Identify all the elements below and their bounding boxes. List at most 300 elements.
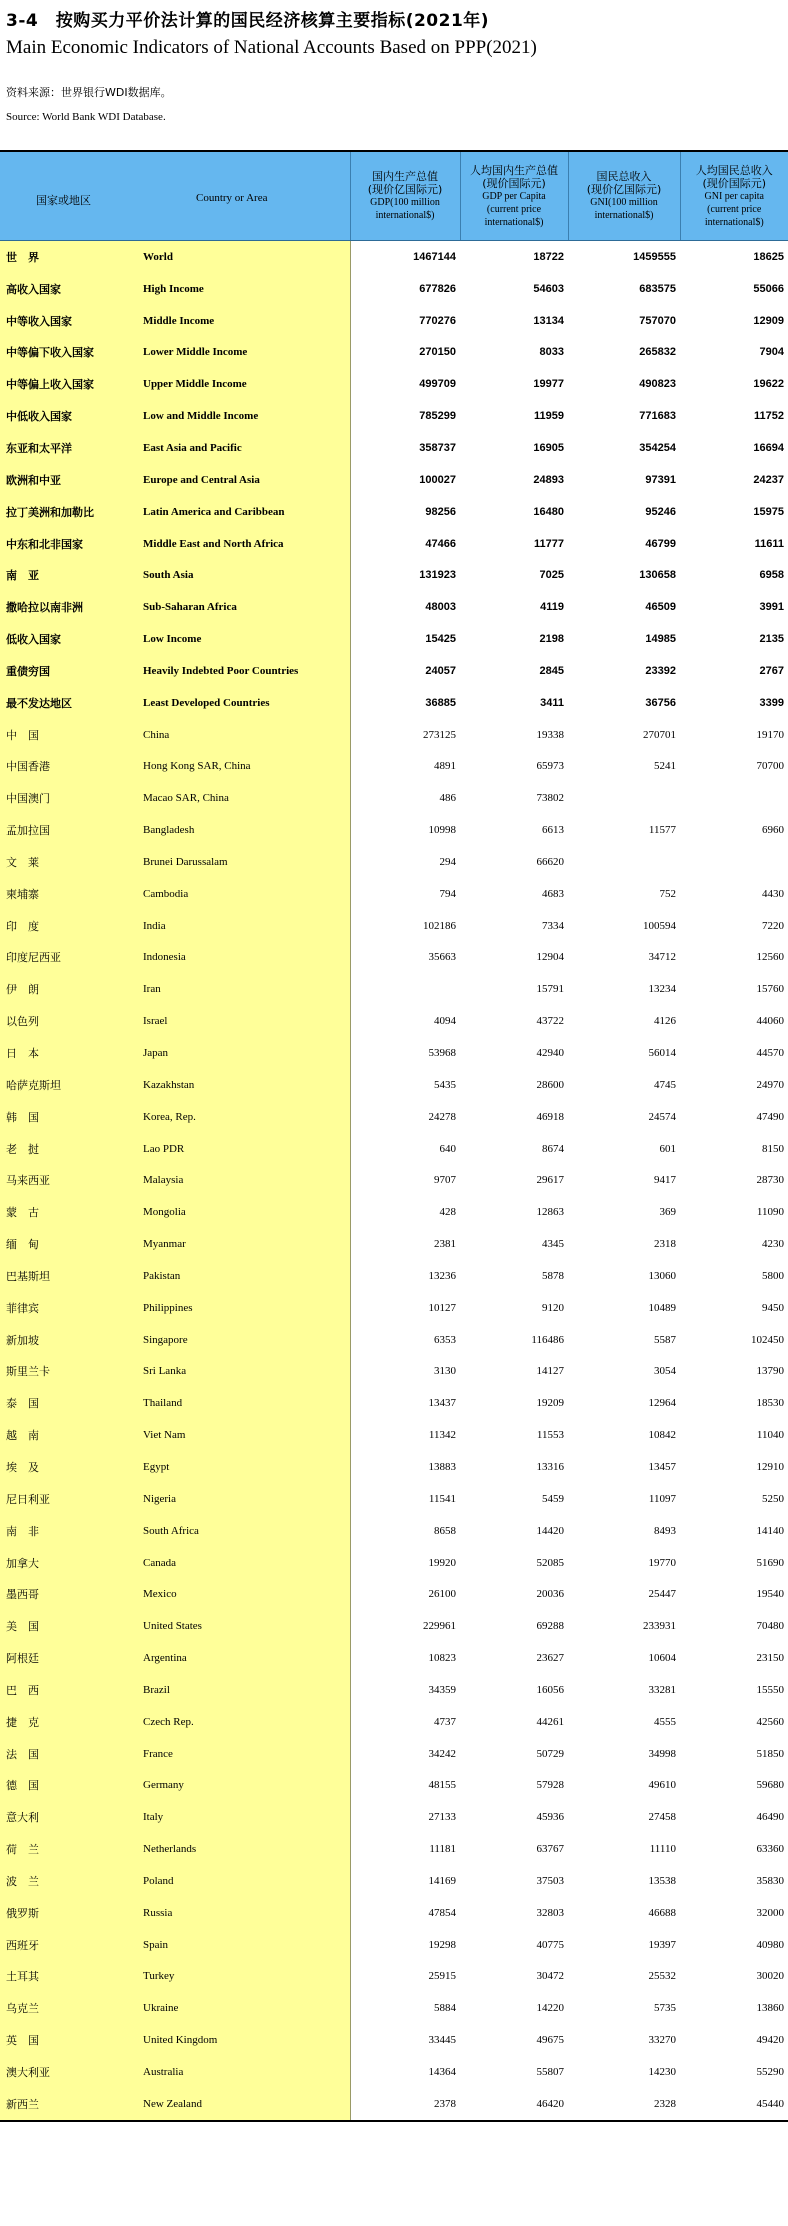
country-name-en: Indonesia: [143, 951, 186, 964]
gni-per-capita-value: 18625: [753, 250, 784, 263]
gni-per-capita-value: 44060: [756, 1015, 784, 1028]
gni-per-capita-value: 3399: [759, 696, 784, 709]
gdp-value: 34242: [428, 1747, 456, 1760]
country-name-en: Brazil: [143, 1683, 170, 1696]
gdp-value: 358737: [419, 441, 456, 454]
table-row: [0, 1610, 788, 1642]
gdp-value: 26100: [428, 1588, 456, 1601]
gni-per-capita-value: 8150: [762, 1142, 784, 1155]
gni-per-capita-value: 102450: [751, 1333, 784, 1346]
country-name-en: Latin America and Caribbean: [143, 505, 285, 518]
country-name-en: Upper Middle Income: [143, 378, 247, 391]
gni-per-capita-value: 23150: [756, 1652, 784, 1665]
country-name-cn: 巴基斯坦: [6, 1269, 50, 1283]
country-cell: [0, 273, 350, 305]
table-row: [0, 942, 788, 974]
country-cell: [0, 1483, 350, 1515]
gdp-per-capita-value: 42940: [536, 1047, 564, 1060]
gdp-value: 24278: [428, 1110, 456, 1123]
table-row: [0, 1547, 788, 1579]
header-gni-line: GNI(100 million: [590, 197, 658, 208]
gni-value: 13234: [648, 983, 676, 996]
gdp-value: 14364: [428, 2066, 456, 2079]
table-row: [0, 1738, 788, 1770]
country-name-en: Low Income: [143, 633, 202, 646]
country-cell: [0, 623, 350, 655]
table-row: [0, 464, 788, 496]
country-cell: [0, 559, 350, 591]
country-name-cn: 菲律宾: [6, 1301, 39, 1315]
country-name-en: Macao SAR, China: [143, 792, 229, 805]
table-row: [0, 782, 788, 814]
table-row: [0, 496, 788, 528]
table-row: [0, 1929, 788, 1961]
table-row: [0, 1897, 788, 1929]
country-name-en: Ukraine: [143, 2002, 179, 2015]
country-name-cn: 澳大利亚: [6, 2066, 50, 2080]
gni-per-capita-value: [680, 846, 788, 878]
gni-per-capita-value: 19540: [756, 1588, 784, 1601]
table-row: [0, 1706, 788, 1738]
country-name-cn: 墨西哥: [6, 1588, 39, 1602]
table-row: [0, 400, 788, 432]
page-title-cn: 3-4 按购买力平价法计算的国民经济核算主要指标(2021年): [6, 11, 490, 31]
country-name-cn: 中等偏上收入国家: [6, 378, 94, 392]
gdp-per-capita-value: 20036: [536, 1588, 564, 1601]
country-cell: [0, 878, 350, 910]
gni-value: 683575: [639, 282, 676, 295]
gni-value: 369: [659, 1206, 676, 1219]
gdp-per-capita-value: 65973: [536, 760, 564, 773]
country-name-cn: 中国香港: [6, 760, 50, 774]
gdp-per-capita-value: 66620: [536, 855, 564, 868]
country-cell: [0, 1037, 350, 1069]
gni-value: 2318: [654, 1238, 676, 1251]
table-row: [0, 305, 788, 337]
country-cell: [0, 1770, 350, 1802]
country-name-en: Europe and Central Asia: [143, 473, 260, 486]
country-name-cn: 拉丁美洲和加勒比: [6, 505, 94, 519]
country-name-cn: 日 本: [6, 1047, 39, 1061]
gni-value: 33270: [648, 2034, 676, 2047]
table-row: [0, 1515, 788, 1547]
country-name-en: Viet Nam: [143, 1429, 186, 1442]
table-row: [0, 1292, 788, 1324]
header-gdp: [350, 152, 460, 241]
gdp-per-capita-value: 16480: [533, 505, 564, 518]
gdp-per-capita-value: 14127: [536, 1365, 564, 1378]
gdp-value: 1467144: [413, 250, 456, 263]
country-cell: [0, 1674, 350, 1706]
gdp-value: 5435: [434, 1078, 456, 1091]
gdp-per-capita-value: 12904: [536, 951, 564, 964]
country-name-en: Sub-Saharan Africa: [143, 601, 237, 614]
gni-per-capita-value: 11040: [756, 1429, 784, 1442]
country-name-en: Singapore: [143, 1333, 188, 1346]
gdp-per-capita-value: 14220: [536, 2002, 564, 2015]
gdp-value: 8658: [434, 1524, 456, 1537]
gdp-per-capita-value: 11777: [534, 537, 564, 550]
gdp-value: 3130: [434, 1365, 456, 1378]
gni-per-capita-value: 28730: [756, 1174, 784, 1187]
gni-value: 27458: [648, 1811, 676, 1824]
gdp-per-capita-value: 49675: [536, 2034, 564, 2047]
country-name-cn: 中等收入国家: [6, 314, 72, 328]
gni-per-capita-value: 13790: [756, 1365, 784, 1378]
header-gdp-pc-line: (现价国际元): [482, 176, 546, 190]
gni-per-capita-value: 15760: [756, 983, 784, 996]
gdp-value: 11342: [428, 1429, 456, 1442]
gni-per-capita-value: 15550: [756, 1683, 784, 1696]
gni-per-capita-value: 12910: [756, 1460, 784, 1473]
header-gdp-pc-line: (current price: [486, 203, 542, 215]
gni-per-capita-value: 32000: [756, 1906, 784, 1919]
gni-value: 46688: [648, 1906, 676, 1919]
gdp-value: 770276: [419, 314, 456, 327]
country-name-cn: 法 国: [6, 1747, 39, 1761]
country-cell: [0, 1292, 350, 1324]
country-cell: [0, 496, 350, 528]
gni-per-capita-value: 11752: [754, 410, 784, 423]
country-name-en: Low and Middle Income: [143, 410, 259, 423]
header-gni-line: (现价亿国际元): [586, 183, 662, 196]
country-cell: [0, 973, 350, 1005]
country-name-en: India: [143, 919, 166, 932]
header-gdp-line: 国内生产总值: [372, 170, 438, 183]
country-name-en: Sri Lanka: [143, 1365, 187, 1378]
gdp-value: 486: [439, 792, 456, 805]
country-cell: [0, 464, 350, 496]
country-name-en: Germany: [143, 1779, 184, 1792]
country-name-cn: 文 莱: [6, 855, 39, 869]
country-name-cn: 柬埔寨: [6, 887, 39, 901]
gdp-per-capita-value: 11553: [536, 1429, 564, 1442]
country-name-en: Netherlands: [143, 1843, 197, 1856]
country-cell: [0, 687, 350, 719]
country-name-cn: 意大利: [6, 1811, 39, 1825]
gni-value: 95246: [645, 505, 676, 518]
gni-value: 33281: [648, 1683, 676, 1696]
country-cell: [0, 2056, 350, 2088]
gni-value: 46509: [645, 601, 676, 614]
gdp-per-capita-value: 69288: [536, 1620, 564, 1633]
country-cell: [0, 1801, 350, 1833]
gdp-value: 294: [439, 855, 456, 868]
country-cell: [0, 1228, 350, 1260]
country-name-cn: 西班牙: [6, 1938, 39, 1952]
gni-per-capita-value: 2135: [759, 633, 784, 646]
gni-value: 757070: [639, 314, 676, 327]
table-row: [0, 655, 788, 687]
gni-value: 8493: [654, 1524, 676, 1537]
country-cell: [0, 782, 350, 814]
country-name-en: Nigeria: [143, 1492, 176, 1505]
indicators-table: [0, 152, 788, 2120]
country-name-cn: 捷 克: [6, 1715, 39, 1729]
gdp-value: 428: [439, 1206, 456, 1219]
country-cell: [0, 337, 350, 369]
gdp-value: 53968: [428, 1047, 456, 1060]
country-cell: [0, 1642, 350, 1674]
gdp-value: 6353: [434, 1333, 456, 1346]
gdp-value: 13437: [428, 1397, 456, 1410]
gdp-per-capita-value: 29617: [536, 1174, 564, 1187]
country-cell: [0, 241, 350, 273]
country-cell: [0, 1164, 350, 1196]
table-bottom-rule: [0, 2120, 788, 2122]
country-name-en: Canada: [143, 1556, 176, 1569]
country-name-cn: 撒哈拉以南非洲: [6, 601, 83, 615]
header-country-cn: 国家或地区: [36, 194, 91, 207]
country-name-en: Lower Middle Income: [143, 346, 248, 359]
country-name-en: South Asia: [143, 569, 194, 582]
country-name-cn: 泰 国: [6, 1397, 39, 1411]
gdp-value: 640: [439, 1142, 456, 1155]
gdp-per-capita-value: 8033: [539, 346, 564, 359]
country-name-en: Myanmar: [143, 1238, 186, 1251]
gni-per-capita-value: 42560: [756, 1715, 784, 1728]
table-row: [0, 1770, 788, 1802]
gdp-value: 4737: [434, 1715, 456, 1728]
table-row: [0, 591, 788, 623]
country-cell: [0, 305, 350, 337]
gdp-per-capita-value: 15791: [536, 983, 564, 996]
country-cell: [0, 432, 350, 464]
country-name-en: Italy: [143, 1811, 164, 1824]
country-name-en: Korea, Rep.: [143, 1110, 196, 1123]
country-cell: [0, 1833, 350, 1865]
gdp-per-capita-value: 7025: [539, 569, 564, 582]
country-name-cn: 高收入国家: [6, 282, 61, 296]
country-cell: [0, 942, 350, 974]
gdp-value: 34359: [428, 1683, 456, 1696]
gdp-value: 19920: [428, 1556, 456, 1569]
table-row: [0, 687, 788, 719]
country-name-cn: 最不发达地区: [6, 696, 72, 710]
gdp-value: 499709: [419, 378, 456, 391]
gni-per-capita-value: 6958: [759, 569, 784, 582]
gni-per-capita-value: 3991: [759, 601, 784, 614]
gdp-value: 2378: [434, 2097, 456, 2110]
gni-value: 601: [659, 1142, 676, 1155]
table-row: [0, 1674, 788, 1706]
country-name-cn: 荷 兰: [6, 1843, 39, 1857]
gdp-per-capita-value: 28600: [536, 1078, 564, 1091]
country-cell: [0, 719, 350, 751]
header-country-en: Country or Area: [196, 192, 268, 204]
table-row: [0, 2088, 788, 2120]
gdp-value: 36885: [425, 696, 456, 709]
country-name-en: Hong Kong SAR, China: [143, 760, 251, 773]
header-gni-line: 国民总收入: [596, 170, 652, 183]
table-row: [0, 846, 788, 878]
country-name-cn: 孟加拉国: [6, 824, 50, 838]
country-cell: [0, 1260, 350, 1292]
gni-per-capita-value: 11611: [754, 537, 784, 550]
gdp-value: [350, 973, 460, 1005]
country-name-cn: 南 亚: [6, 569, 39, 583]
gni-value: 265832: [639, 346, 676, 359]
country-cell: [0, 1547, 350, 1579]
country-cell: [0, 591, 350, 623]
country-name-en: Poland: [143, 1874, 174, 1887]
gni-value: 3054: [654, 1365, 676, 1378]
table-row: [0, 241, 788, 273]
header-gdp-pc-line: 人均国内生产总值: [470, 163, 558, 177]
table-row: [0, 2024, 788, 2056]
country-name-cn: 德 国: [6, 1779, 39, 1793]
gni-per-capita-value: 24237: [753, 473, 784, 486]
gdp-value: 14169: [428, 1874, 456, 1887]
gdp-value: 4891: [434, 760, 456, 773]
gni-per-capita-value: 55066: [753, 282, 784, 295]
gni-value: 11110: [649, 1843, 676, 1856]
source-note-en: Source: World Bank WDI Database.: [6, 111, 166, 123]
gdp-value: 5884: [434, 2002, 456, 2015]
gni-per-capita-value: 19170: [756, 728, 784, 741]
gdp-per-capita-value: 23627: [536, 1652, 564, 1665]
gni-per-capita-value: 16694: [753, 441, 784, 454]
table-row: [0, 337, 788, 369]
gni-value: 9417: [654, 1174, 676, 1187]
country-name-cn: 重债穷国: [6, 664, 50, 678]
gni-per-capita-value: 13860: [756, 2002, 784, 2015]
gni-value: 11577: [648, 824, 676, 837]
country-name-en: Iran: [143, 983, 161, 996]
gdp-value: 10127: [428, 1301, 456, 1314]
table-row: [0, 973, 788, 1005]
header-country: [0, 152, 350, 241]
country-name-en: Cambodia: [143, 887, 189, 900]
country-name-cn: 俄罗斯: [6, 1906, 39, 1920]
country-name-en: China: [143, 728, 170, 741]
gni-per-capita-value: 47490: [756, 1110, 784, 1123]
gdp-per-capita-value: 50729: [536, 1747, 564, 1760]
country-cell: [0, 1451, 350, 1483]
gdp-per-capita-value: 6613: [542, 824, 564, 837]
gdp-per-capita-value: 116486: [531, 1333, 564, 1346]
country-name-cn: 新西兰: [6, 2097, 39, 2111]
table-row: [0, 623, 788, 655]
gni-value: 4126: [654, 1015, 676, 1028]
gdp-value: 19298: [428, 1938, 456, 1951]
gdp-value: 10823: [428, 1652, 456, 1665]
table-row: [0, 273, 788, 305]
header-gni-pc-line: (current price: [707, 203, 762, 215]
gni-per-capita-value: 44570: [756, 1047, 784, 1060]
country-name-en: Czech Rep.: [143, 1715, 194, 1728]
gdp-per-capita-value: 13316: [536, 1460, 564, 1473]
country-cell: [0, 814, 350, 846]
gdp-per-capita-value: 19977: [533, 378, 564, 391]
country-name-cn: 越 南: [6, 1429, 39, 1443]
gni-value: 2328: [654, 2097, 676, 2110]
gni-per-capita-value: 70480: [756, 1620, 784, 1633]
gni-value: 14230: [648, 2066, 676, 2079]
table-row: [0, 1419, 788, 1451]
table-row: [0, 910, 788, 942]
gdp-per-capita-value: 55807: [536, 2066, 564, 2079]
gni-per-capita-value: 49420: [756, 2034, 784, 2047]
country-cell: [0, 1578, 350, 1610]
gdp-per-capita-value: 9120: [542, 1301, 564, 1314]
country-name-en: Lao PDR: [143, 1142, 185, 1155]
country-name-en: Russia: [143, 1906, 173, 1919]
country-name-en: Middle Income: [143, 314, 215, 327]
gni-value: 19770: [648, 1556, 676, 1569]
gni-value: 34712: [648, 951, 676, 964]
country-name-en: Brunei Darussalam: [143, 855, 228, 868]
country-cell: [0, 655, 350, 687]
country-name-cn: 伊 朗: [6, 983, 39, 997]
gni-per-capita-value: 7220: [762, 919, 784, 932]
country-cell: [0, 1929, 350, 1961]
gni-value: 19397: [648, 1938, 676, 1951]
country-name-en: Malaysia: [143, 1174, 184, 1187]
country-name-en: South Africa: [143, 1524, 199, 1537]
gni-value: 5241: [654, 760, 676, 773]
table-row: [0, 1865, 788, 1897]
country-name-en: New Zealand: [143, 2097, 202, 2110]
gni-value: 5735: [654, 2002, 676, 2015]
gdp-per-capita-value: 8674: [542, 1142, 564, 1155]
gni-per-capita-value: 46490: [756, 1811, 784, 1824]
table-row: [0, 1228, 788, 1260]
country-cell: [0, 1515, 350, 1547]
gni-value: [568, 846, 680, 878]
gdp-value: 15425: [425, 633, 456, 646]
gdp-per-capita-value: 40775: [536, 1938, 564, 1951]
country-name-cn: 美 国: [6, 1620, 39, 1634]
page-title-en: Main Economic Indicators of National Accounts Based on PPP(2021): [6, 37, 537, 58]
country-name-en: Australia: [143, 2066, 184, 2079]
gni-per-capita-value: 14140: [756, 1524, 784, 1537]
gni-value: 97391: [645, 473, 676, 486]
table-row: [0, 432, 788, 464]
gni-value: 771683: [639, 410, 676, 423]
country-name-cn: 中低收入国家: [6, 410, 72, 424]
header-gni-line: international$): [594, 210, 654, 221]
gdp-per-capita-value: 13134: [533, 314, 564, 327]
gni-value: 10604: [648, 1652, 676, 1665]
gni-value: 1459555: [633, 250, 676, 263]
gni-value: 5587: [654, 1333, 676, 1346]
country-cell: [0, 1387, 350, 1419]
header-gdp-line: international$): [375, 210, 435, 221]
gdp-per-capita-value: 16056: [536, 1683, 564, 1696]
country-name-en: United States: [143, 1620, 202, 1633]
gni-value: 23392: [645, 664, 676, 677]
country-name-cn: 乌克兰: [6, 2002, 39, 2016]
gdp-per-capita-value: 4345: [542, 1238, 564, 1251]
gni-value: 56014: [648, 1047, 676, 1060]
gdp-per-capita-value: 54603: [533, 282, 564, 295]
gdp-per-capita-value: 30472: [536, 1970, 564, 1983]
gdp-value: 48155: [428, 1779, 456, 1792]
gdp-per-capita-value: 52085: [536, 1556, 564, 1569]
gdp-value: 785299: [419, 410, 456, 423]
gni-value: 13538: [648, 1874, 676, 1887]
table-row: [0, 1961, 788, 1993]
gni-per-capita-value: 2767: [759, 664, 784, 677]
table-row: [0, 1005, 788, 1037]
country-name-cn: 印 度: [6, 919, 39, 933]
country-name-en: Philippines: [143, 1301, 193, 1314]
table-row: [0, 1451, 788, 1483]
country-name-cn: 低收入国家: [6, 633, 61, 647]
gdp-per-capita-value: 16905: [533, 441, 564, 454]
header-gni-per-capita: [680, 152, 788, 241]
